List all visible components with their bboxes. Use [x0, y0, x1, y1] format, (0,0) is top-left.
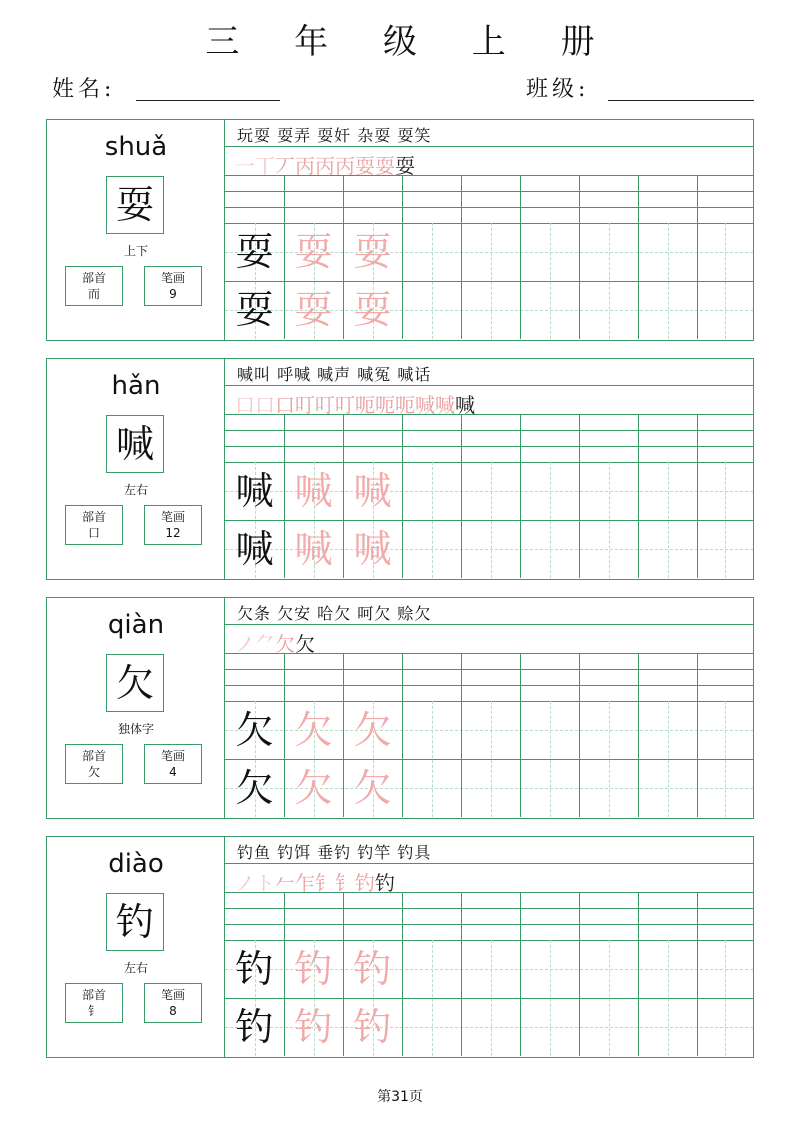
model-char: 耍: [235, 288, 274, 332]
grid-guide: [491, 223, 492, 339]
char-card: [46, 836, 754, 1058]
radical-label: 部首: [81, 749, 106, 763]
stroke-count-label: 笔画: [160, 988, 185, 1002]
stroke-step: 耍: [395, 154, 415, 178]
grid-line: [520, 175, 521, 339]
radical-value: 口: [87, 526, 100, 540]
grid-line: [225, 624, 753, 625]
stroke-step: 𠂉: [275, 871, 295, 895]
grid-guide: [668, 462, 669, 578]
stroke-count-label: 笔画: [160, 271, 185, 285]
pinyin: hǎn: [111, 371, 161, 401]
grid-line: [638, 892, 639, 1056]
char-info-pane: [47, 598, 225, 818]
trace-char: 耍: [353, 288, 392, 332]
stroke-step: ト: [255, 871, 275, 895]
stroke-count-box: [144, 983, 202, 1023]
stroke-step: ノ: [235, 632, 255, 656]
stroke-count-label: 笔画: [160, 749, 185, 763]
stroke-step: ノ: [235, 871, 255, 895]
pinyin: diào: [108, 849, 164, 879]
grid-guide: [432, 701, 433, 817]
grid-line: [697, 653, 698, 817]
grid-line: [461, 414, 462, 578]
model-char: 欠: [235, 708, 274, 752]
stroke-step: 钓: [355, 871, 375, 895]
model-char: 欠: [235, 766, 274, 810]
grid-guide: [550, 462, 551, 578]
page-title: 三 年 级 上 册: [205, 22, 617, 62]
trace-char: 欠: [294, 708, 333, 752]
grid-guide: [725, 223, 726, 339]
character-box: 耍: [106, 176, 164, 234]
trace-char: 钓: [353, 1005, 392, 1049]
grid-guide: [609, 462, 610, 578]
grid-guide: [668, 701, 669, 817]
stroke-count-box: [144, 744, 202, 784]
grid-line: [461, 175, 462, 339]
stroke-step: 叮: [335, 393, 355, 417]
char-info-pane: [47, 359, 225, 579]
stroke-count-box: [144, 266, 202, 306]
stroke-step: 钓: [375, 871, 395, 895]
grid-line: [697, 175, 698, 339]
grid-line: [638, 175, 639, 339]
grid-guide: [550, 223, 551, 339]
radical-box: [65, 505, 123, 545]
page-number: 第31页: [377, 1089, 423, 1105]
character-box: 喊: [106, 415, 164, 473]
stroke-count-value: 9: [169, 287, 177, 301]
trace-char: 喊: [294, 527, 333, 571]
structure-label: 左右: [123, 483, 148, 497]
grid-line: [697, 892, 698, 1056]
radical-label: 部首: [81, 271, 106, 285]
grid-guide: [432, 462, 433, 578]
grid-guide: [550, 701, 551, 817]
stroke-count-value: 12: [165, 526, 181, 540]
stroke-step: 丅: [255, 154, 275, 178]
grid-guide: [725, 462, 726, 578]
stroke-step: 一: [235, 154, 255, 178]
stroke-step: 喊: [415, 393, 435, 417]
char-card: [46, 597, 754, 819]
grid-guide: [550, 940, 551, 1056]
stroke-count-value: 8: [169, 1004, 177, 1018]
radical-box: [65, 983, 123, 1023]
grid-line: [697, 414, 698, 578]
radical-label: 部首: [81, 988, 106, 1002]
stroke-step: 喊: [455, 393, 475, 417]
stroke-step: 口: [255, 393, 275, 417]
grid-guide: [491, 940, 492, 1056]
radical-box: [65, 744, 123, 784]
grid-guide: [609, 701, 610, 817]
radical-box: [65, 266, 123, 306]
stroke-count-label: 笔画: [160, 510, 185, 524]
grid-line: [225, 430, 753, 431]
structure-label: 独体字: [117, 722, 154, 736]
stroke-step: 耍: [375, 154, 395, 178]
stroke-count-box: [144, 505, 202, 545]
grid-guide: [725, 940, 726, 1056]
radical-label: 部首: [81, 510, 106, 524]
stroke-step: 丆: [275, 154, 295, 178]
character-box: 钓: [106, 893, 164, 951]
stroke-step: 喊: [435, 393, 455, 417]
grid-line: [225, 191, 753, 192]
model-char: 喊: [235, 527, 274, 571]
grid-line: [402, 414, 403, 578]
name-label: 姓名:: [52, 77, 116, 102]
stroke-order: [235, 867, 395, 896]
pinyin: qiàn: [107, 610, 165, 640]
grid-line: [225, 685, 753, 686]
grid-line: [225, 385, 753, 386]
stroke-order: [235, 628, 315, 657]
character-box: 欠: [106, 654, 164, 712]
grid-guide: [609, 223, 610, 339]
stroke-step: 呃: [355, 393, 375, 417]
name-field[interactable]: [136, 100, 280, 101]
vocab-words: 钓鱼 钓饵 垂钓 钓竿 钓具: [237, 843, 432, 862]
trace-char: 耍: [294, 230, 333, 274]
grid-line: [579, 414, 580, 578]
grid-guide: [668, 940, 669, 1056]
stroke-step: 叮: [315, 393, 335, 417]
stroke-step: 丙: [335, 154, 355, 178]
grid-guide: [491, 701, 492, 817]
grid-guide: [668, 223, 669, 339]
class-field[interactable]: [608, 100, 754, 101]
radical-value: 钅: [87, 1004, 100, 1018]
stroke-step: 口: [235, 393, 255, 417]
model-char: 喊: [235, 469, 274, 513]
grid-line: [638, 414, 639, 578]
stroke-order: [235, 150, 415, 179]
trace-char: 钓: [294, 947, 333, 991]
grid-line: [225, 207, 753, 208]
model-char: 钓: [235, 1005, 274, 1049]
trace-char: 欠: [294, 766, 333, 810]
char-info-pane: [47, 120, 225, 340]
trace-char: 钓: [294, 1005, 333, 1049]
stroke-step: 欠: [275, 632, 295, 656]
trace-char: 喊: [353, 527, 392, 571]
radical-value: 欠: [87, 765, 100, 779]
grid-line: [520, 653, 521, 817]
grid-line: [402, 653, 403, 817]
stroke-order: [235, 389, 475, 418]
stroke-step: 叮: [295, 393, 315, 417]
grid-line: [225, 863, 753, 864]
grid-guide: [432, 940, 433, 1056]
grid-guide: [491, 462, 492, 578]
trace-char: 喊: [353, 469, 392, 513]
class-label: 班级:: [526, 77, 590, 102]
stroke-step: 欠: [295, 632, 315, 656]
trace-char: 喊: [294, 469, 333, 513]
pinyin: shuǎ: [104, 132, 168, 162]
char-info-pane: [47, 837, 225, 1057]
trace-char: 欠: [353, 766, 392, 810]
grid-guide: [432, 223, 433, 339]
grid-guide: [725, 701, 726, 817]
stroke-step: 耍: [355, 154, 375, 178]
grid-line: [520, 892, 521, 1056]
trace-char: 耍: [294, 288, 333, 332]
grid-line: [225, 146, 753, 147]
stroke-step: 钅: [335, 871, 355, 895]
stroke-step: 口: [275, 393, 295, 417]
trace-char: 欠: [353, 708, 392, 752]
model-char: 钓: [235, 947, 274, 991]
trace-char: 钓: [353, 947, 392, 991]
grid-line: [520, 414, 521, 578]
stroke-step: 丙: [315, 154, 335, 178]
grid-line: [579, 892, 580, 1056]
vocab-words: 玩耍 耍弄 耍奸 杂耍 耍笑: [237, 126, 432, 145]
structure-label: 左右: [123, 961, 148, 975]
grid-line: [579, 653, 580, 817]
grid-line: [225, 669, 753, 670]
grid-line: [579, 175, 580, 339]
model-char: 耍: [235, 230, 274, 274]
stroke-count-value: 4: [169, 765, 177, 779]
stroke-step: 乍: [295, 871, 315, 895]
grid-line: [225, 924, 753, 925]
stroke-step: 丙: [295, 154, 315, 178]
char-card: [46, 358, 754, 580]
vocab-words: 喊叫 呼喊 喊声 喊冤 喊话: [237, 365, 432, 384]
stroke-step: ⺈: [255, 632, 275, 656]
grid-line: [638, 653, 639, 817]
grid-line: [225, 446, 753, 447]
char-card: [46, 119, 754, 341]
grid-line: [402, 175, 403, 339]
grid-line: [225, 908, 753, 909]
grid-line: [402, 892, 403, 1056]
grid-line: [461, 892, 462, 1056]
trace-char: 耍: [353, 230, 392, 274]
radical-value: 而: [87, 287, 100, 301]
grid-guide: [609, 940, 610, 1056]
stroke-step: 钅: [315, 871, 335, 895]
vocab-words: 欠条 欠安 哈欠 呵欠 赊欠: [237, 604, 432, 623]
stroke-step: 呃: [395, 393, 415, 417]
grid-line: [461, 653, 462, 817]
structure-label: 上下: [123, 244, 148, 258]
stroke-step: 呃: [375, 393, 395, 417]
